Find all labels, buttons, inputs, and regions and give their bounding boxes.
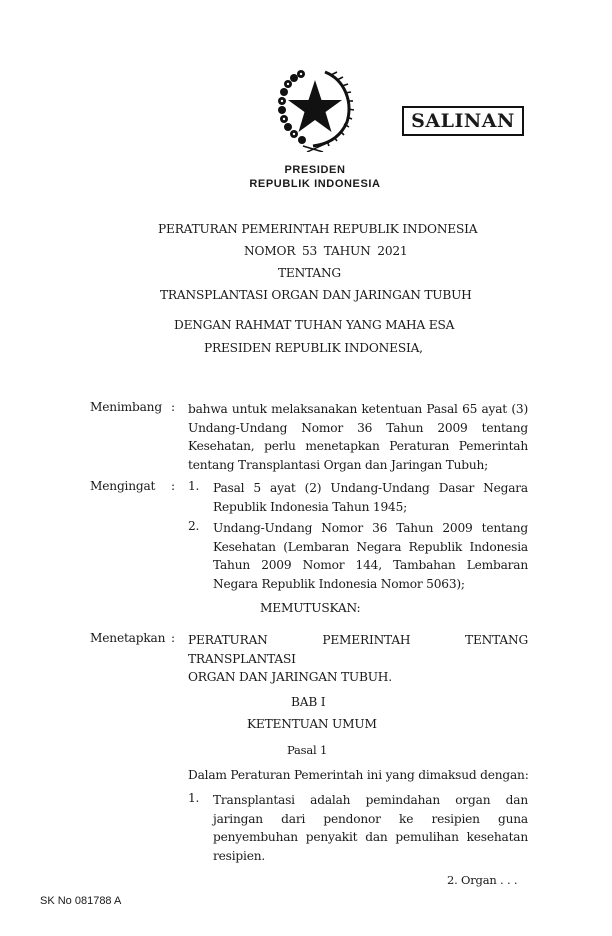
menetapkan-colon: : xyxy=(171,631,175,645)
mengingat-item-number: 2. xyxy=(188,519,200,533)
garuda-star-emblem-icon xyxy=(273,66,357,152)
mengingat-item: Pasal 5 ayat (2) Undang-Undang Dasar Negara Republik Indonesia Tahun 1945; xyxy=(213,481,528,514)
definition-number: 1. xyxy=(188,791,200,805)
chapter-title: BAB I xyxy=(291,695,326,709)
article-intro: Dalam Peraturan Pemerintah ini yang dimaksud dengan: xyxy=(188,768,529,782)
menetapkan-label: Menetapkan xyxy=(90,631,166,645)
invocation: DENGAN RAHMAT TUHAN YANG MAHA ESA xyxy=(174,318,455,332)
regulation-title: PERATURAN PEMERINTAH REPUBLIK INDONESIA xyxy=(158,222,478,236)
chapter-subtitle: KETENTUAN UMUM xyxy=(247,717,377,731)
mengingat-item: Undang-Undang Nomor 36 Tahun 2009 tentang Kesehatan (Lembaran Negara Republik Indonesia Tahun 2009 Nomor 144, Tambahan Lembaran Negara Republik Indonesia Nomor 5063); xyxy=(213,521,528,591)
definition-item: Transplantasi adalah pemindahan organ dan jaringan dari pendonor ke resipien guna penyembuhan penyakit dan pemulihan kesehatan resipien. xyxy=(213,793,528,863)
article-title: Pasal 1 xyxy=(287,743,328,757)
office-title: PRESIDEN xyxy=(284,164,346,176)
mengingat-colon: : xyxy=(171,479,175,493)
menimbang-text: bahwa untuk melaksanakan ketentuan Pasal 65 ayat (3) Undang-Undang Nomor 36 Tahun 2009 tentang Kesehatan, perlu menetapkan Peraturan Pemerintah tentang Transplantasi Organ dan Jaringan Tubuh; xyxy=(188,402,528,472)
regulation-about: TENTANG xyxy=(278,266,341,280)
serial-number: SK No 081788 A xyxy=(40,895,122,907)
enacting-authority: PRESIDEN REPUBLIK INDONESIA, xyxy=(204,341,423,355)
regulation-subject: TRANSPLANTASI ORGAN DAN JARINGAN TUBUH xyxy=(160,288,472,302)
continuation-marker: 2. Organ . . . xyxy=(447,873,518,887)
salinan-stamp: SALINAN xyxy=(402,106,524,136)
office-subtitle: REPUBLIK INDONESIA xyxy=(249,178,381,190)
memutuskan-heading: MEMUTUSKAN: xyxy=(260,601,361,615)
menimbang-colon: : xyxy=(171,400,175,414)
menimbang-label: Menimbang xyxy=(90,400,162,414)
menetapkan-text: PERATURAN PEMERINTAH TENTANG TRANSPLANTASI ORGAN DAN JARINGAN TUBUH. xyxy=(188,633,528,684)
mengingat-item-number: 1. xyxy=(188,479,200,493)
mengingat-label: Mengingat xyxy=(90,479,156,493)
regulation-number: NOMOR 53 TAHUN 2021 xyxy=(244,244,408,258)
